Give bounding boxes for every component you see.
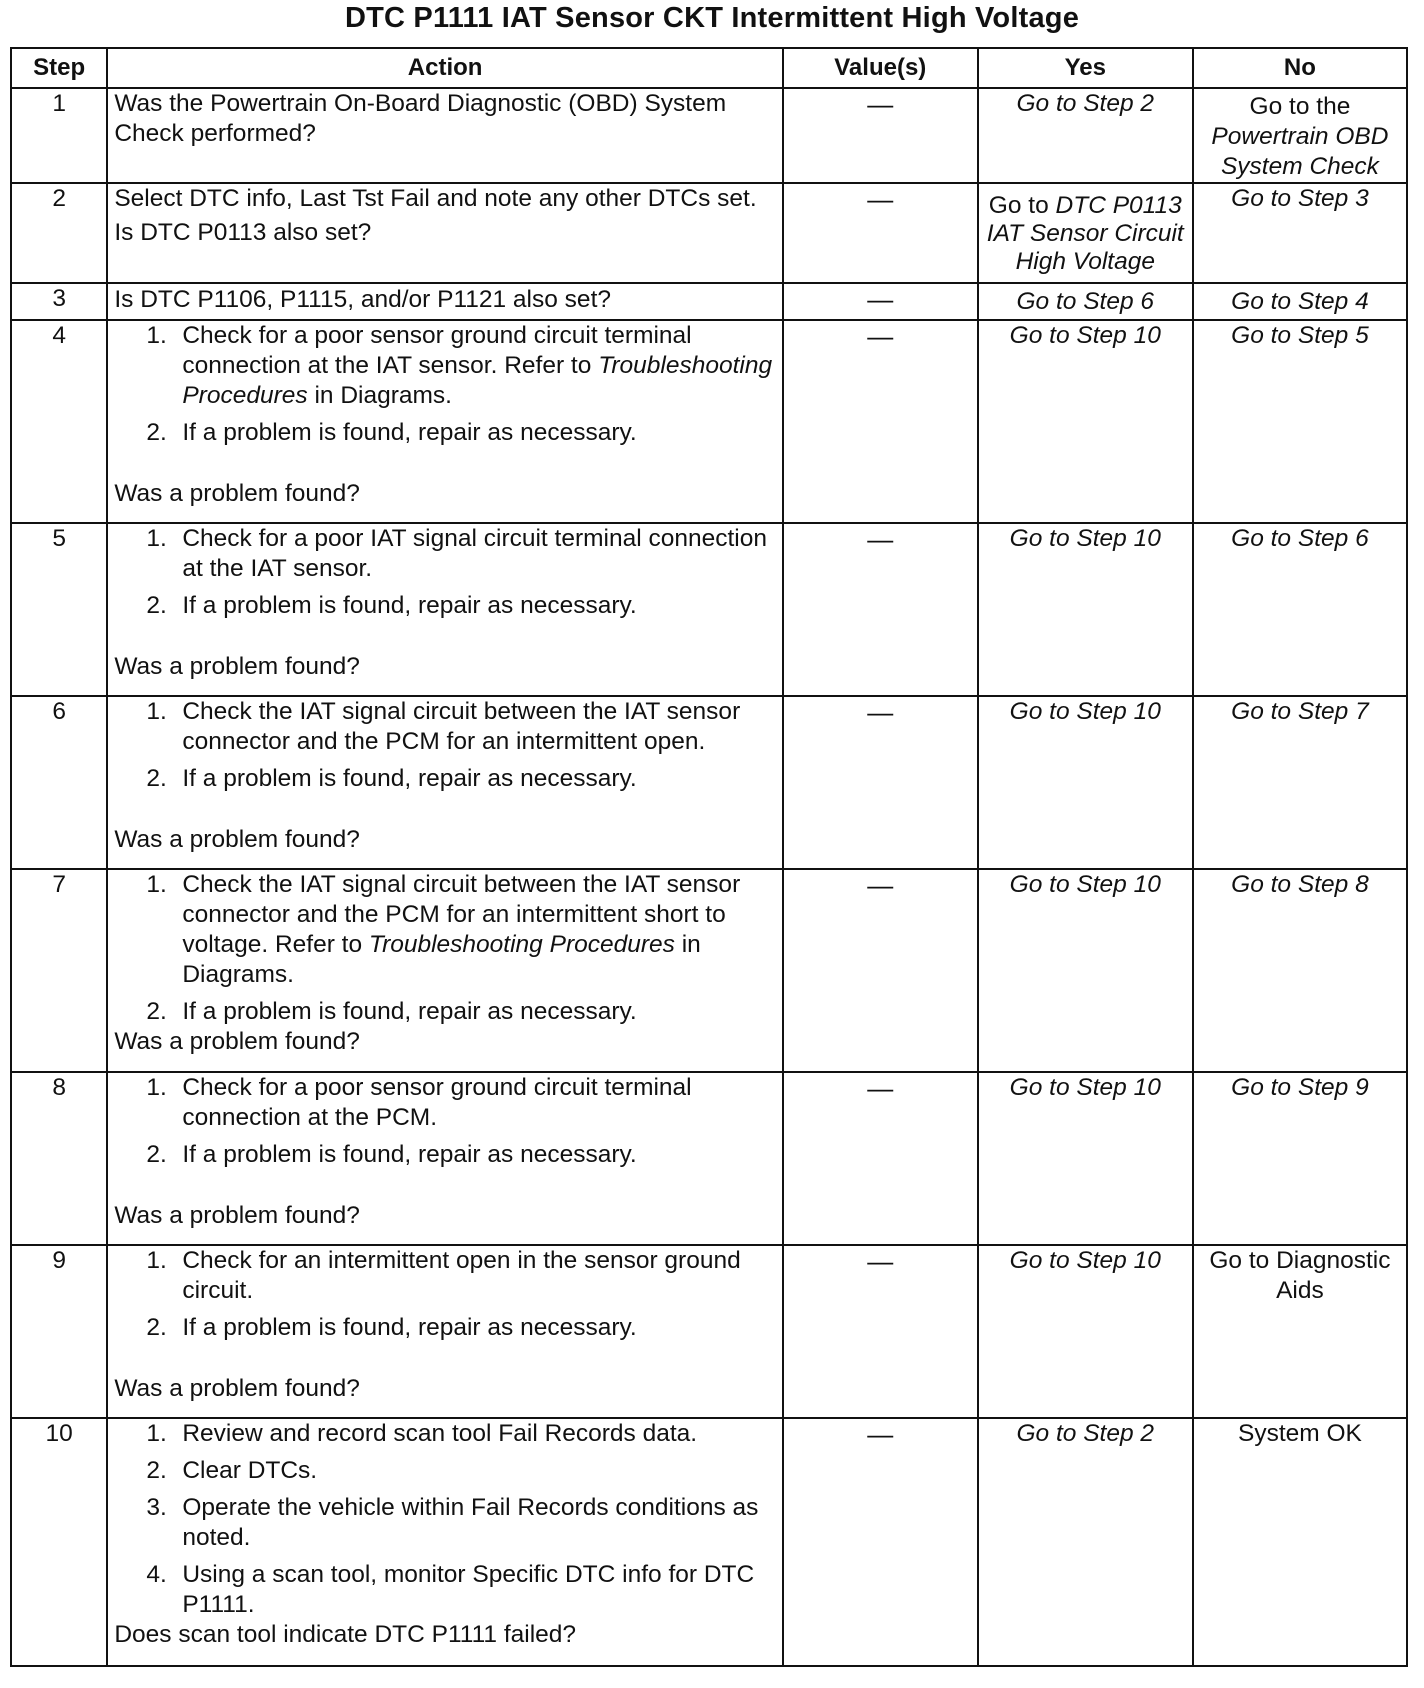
no-cell: Go to Step 5 [1193,320,1407,523]
step-number: 1 [11,88,107,183]
no-cell: System OK [1193,1418,1407,1666]
table-row [11,1072,1407,1245]
yes-cell: Go to Step 10 [978,869,1193,1072]
yes-cell: Go to Step 10 [978,696,1193,869]
action-question: Was a problem found? [114,480,360,507]
table-row [11,1418,1407,1666]
value-cell: — [783,523,978,696]
value-cell: — [783,320,978,523]
header-row [11,48,1407,88]
list-item: 2. If a problem is found, repair as necessary. [146,419,637,446]
step-number: 5 [11,523,107,696]
list-item: 2. If a problem is found, repair as necessary. [146,998,637,1025]
action-cell [107,320,783,523]
list-item: 2. If a problem is found, repair as necessary. [146,592,637,619]
yes-cell: Go to Step 2 [978,88,1193,183]
action-cell [107,1072,783,1245]
yes-cell: Go to Step 10 [978,1072,1193,1245]
action-cell [107,1418,783,1666]
no-cell [1193,88,1407,183]
value-cell: — [783,1418,978,1666]
table-row [11,283,1407,320]
action-text: Select DTC info, Last Tst Fail and note any other DTCs set. [114,185,757,212]
table-row [11,523,1407,696]
action-question: Is DTC P1106, P1115, and/or P1121 also set? [114,286,611,313]
list-item: 4. Using a scan tool, monitor Specific DTC info for DTC P1111. [146,1561,755,1618]
action-cell [107,283,783,320]
action-list [114,1246,776,1343]
page-title: DTC P1111 IAT Sensor CKT Intermittent High Voltage [344,2,1080,34]
action-cell [107,523,783,696]
list-item: 1. Check for a poor sensor ground circuit terminal connection at the IAT sensor. Refer to Troubleshooting Procedures in Diagrams. [146,322,773,409]
action-cell [107,869,783,1072]
action-cell [107,1245,783,1418]
value-cell: — [783,869,978,1072]
list-item: 1. Check the IAT signal circuit between the IAT sensor connector and the PCM for an intermittent short to voltage. Refer to Troubleshooting Procedures in Diagrams. [146,871,741,988]
action-question: Was a problem found? [114,826,360,853]
step-number: 10 [11,1418,107,1666]
yes-link-text: DTC P0113 IAT Sensor Circuit High Voltage [986,192,1184,275]
action-list [114,1073,776,1170]
yes-cell: Go to Step 10 [978,523,1193,696]
header-yes: Yes [978,48,1193,88]
value-cell: — [783,1072,978,1245]
header-action: Action [107,48,783,88]
action-question: Does scan tool indicate DTC P1111 failed? [114,1621,577,1648]
header-step: Step [11,48,107,88]
value-cell: — [783,183,978,283]
yes-cell: Go to Step 2 [978,1418,1193,1666]
action-cell [107,183,783,283]
table-row [11,696,1407,869]
action-list [114,321,776,448]
step-number: 8 [11,1072,107,1245]
step-number: 9 [11,1245,107,1418]
no-cell: Go to Step 7 [1193,696,1407,869]
action-list [114,1419,776,1620]
yes-cell: Go to Step 10 [978,320,1193,523]
no-cell: Go to Step 9 [1193,1072,1407,1245]
step-number: 6 [11,696,107,869]
header-values: Value(s) [783,48,978,88]
no-cell: Go to Diagnostic Aids [1193,1245,1407,1418]
value-cell: — [783,283,978,320]
step-number: 4 [11,320,107,523]
list-item: 1. Check for a poor IAT signal circuit terminal connection at the IAT sensor. [146,525,767,582]
action-question: Was a problem found? [114,1028,360,1055]
table-row [11,869,1407,1072]
table-row [11,88,1407,183]
action-question: Was a problem found? [114,1375,360,1402]
action-question: Is DTC P0113 also set? [114,219,372,246]
list-item: 1. Check for an intermittent open in the sensor ground circuit. [146,1247,741,1304]
table-row [11,320,1407,523]
no-cell: Go to Step 4 [1193,283,1407,320]
list-item: 1. Check for a poor sensor ground circuit terminal connection at the PCM. [146,1074,692,1131]
list-item: 2. Clear DTCs. [146,1457,318,1484]
no-text: Go to the [1249,93,1351,120]
step-number: 3 [11,283,107,320]
action-question: Was a problem found? [114,653,360,680]
no-cell: Go to Step 3 [1193,183,1407,283]
diagnostic-table [10,47,1408,1667]
list-item: 1. Check the IAT signal circuit between the IAT sensor connector and the PCM for an intermittent open. [146,698,741,755]
action-question: Was a problem found? [114,1202,360,1229]
value-cell: — [783,1245,978,1418]
action-list [114,524,776,621]
action-list [114,870,776,1027]
action-list [114,697,776,794]
yes-cell [978,183,1193,283]
yes-cell: Go to Step 6 [978,283,1193,320]
action-cell [107,696,783,869]
value-cell: — [783,696,978,869]
no-link-text: Powertrain OBD System Check [1211,123,1389,180]
table-row [11,183,1407,283]
table-row [11,1245,1407,1418]
step-number: 2 [11,183,107,283]
action-text: Was the Powertrain On-Board Diagnostic (OBD) System Check performed? [114,90,727,147]
list-item: 1. Review and record scan tool Fail Records data. [146,1420,698,1447]
list-item: 2. If a problem is found, repair as necessary. [146,1314,637,1341]
list-item: 3. Operate the vehicle within Fail Records conditions as noted. [146,1494,759,1551]
header-no: No [1193,48,1407,88]
action-cell [107,88,783,183]
no-cell: Go to Step 6 [1193,523,1407,696]
list-item: 2. If a problem is found, repair as necessary. [146,765,637,792]
no-cell: Go to Step 8 [1193,869,1407,1072]
yes-cell: Go to Step 10 [978,1245,1193,1418]
list-item: 2. If a problem is found, repair as necessary. [146,1141,637,1168]
yes-text: Go to [988,192,1049,219]
step-number: 7 [11,869,107,1072]
value-cell: — [783,88,978,183]
